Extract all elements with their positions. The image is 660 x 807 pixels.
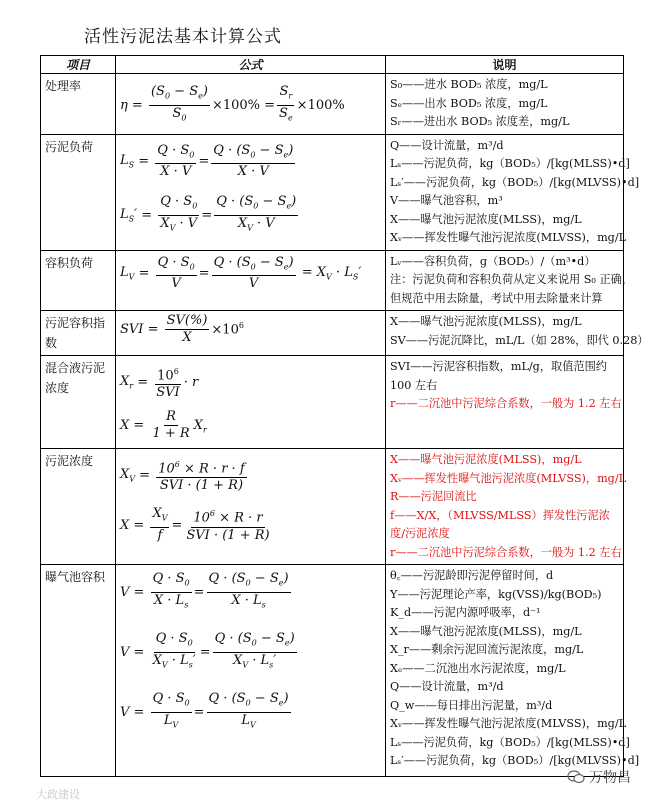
formula-x-from-xv: X = $X_V$ f = $10^6 \times R \cdot r$ SVI · (1 + R) bbox=[120, 506, 270, 543]
desc-line: Lᵥ——容积负荷，g（BOD₅）/（m³•d） bbox=[390, 254, 596, 268]
desc-line: Xₑ——二沉池出水污泥浓度，mg/L bbox=[390, 661, 566, 675]
row-desc bbox=[386, 449, 627, 565]
desc-line: Lₛ′——污泥负荷，kg（BOD₅）/[kg(MLVSS)•d] bbox=[390, 754, 640, 767]
desc-line: Q_w——每日排出污泥量，m³/d bbox=[390, 698, 553, 712]
formula-volume-load: $L_V$ = $Q \cdot S_0$ V = $\frac{Q \cdot (S_0 - S_e)}{V}$ = $X_V \cdot L_S'$ bbox=[120, 254, 362, 292]
row-item: 处理率 bbox=[41, 74, 116, 135]
table-row bbox=[41, 565, 624, 777]
formula-v-lv: V = $Q \cdot S_0$ $L_V$ = $Q \cdot (S_0 - S_e)$ $L_V$ bbox=[120, 691, 289, 730]
row-item: 曝气池容积 bbox=[41, 565, 116, 777]
row-desc bbox=[386, 74, 624, 135]
header-desc: 说明 bbox=[386, 56, 624, 74]
formula-xr: $X_r$ = $10^6$ SVI · r bbox=[120, 364, 381, 401]
table-row bbox=[41, 311, 624, 356]
row-item: 污泥容积指数 bbox=[41, 311, 116, 356]
table-row bbox=[41, 134, 624, 250]
row-desc bbox=[386, 356, 624, 449]
table-row bbox=[41, 449, 624, 565]
desc-line: X——曝气池污泥浓度(MLSS)，mg/L bbox=[390, 212, 582, 226]
desc-line: Xᵥ——挥发性曝气池污泥浓度(MLVSS)，mg/L bbox=[390, 231, 627, 244]
desc-line: r——二沉池中污泥综合系数，一般为 1.2 左右 bbox=[390, 545, 622, 559]
desc-line: X_r——剩余污泥回流污泥浓度，mg/L bbox=[390, 643, 584, 656]
desc-line: K_d——污泥内源呼吸率，d⁻¹ bbox=[390, 606, 541, 619]
row-item: 污泥负荷 bbox=[41, 134, 116, 250]
row-formula bbox=[116, 134, 386, 250]
header-item: 项目 bbox=[41, 56, 116, 74]
formula-xv: $X_V$ = $10^6 \times R \cdot r \cdot f$ SVI · (1 + R) bbox=[120, 457, 381, 494]
formula-removal-rate: η = $\frac{(S_0 - S_e)}{S_0}$ ×100% = $\frac{S_r}{S_e}$ ×100% bbox=[120, 84, 345, 123]
formula-x-from-xr: X = R 1 + R $X_r$ bbox=[120, 409, 207, 442]
row-formula bbox=[116, 449, 386, 565]
desc-line: θ꜀——污泥龄即污泥停留时间，d bbox=[390, 569, 554, 582]
row-formula bbox=[116, 311, 386, 356]
desc-line: V——曝气池容积，m³ bbox=[390, 194, 503, 207]
table-header-row bbox=[41, 56, 624, 74]
desc-line: f——X/X，（MLVSS/MLSS）挥发性污泥浓度/污泥浓度 bbox=[390, 508, 610, 540]
table-row bbox=[41, 74, 624, 135]
desc-line: r——二沉池中污泥综合系数，一般为 1.2 左右 bbox=[390, 397, 622, 410]
row-formula bbox=[116, 250, 386, 311]
desc-line: 但规范中用去除量，考试中用去除量来计算 bbox=[390, 291, 603, 305]
watermark-left: 大政建设 bbox=[36, 788, 80, 801]
desc-line: Lₛ——污泥负荷，kg（BOD₅）/[kg(MLSS)•d] bbox=[390, 735, 630, 749]
desc-line: S₀——进水 BOD₅ 浓度，mg/L bbox=[390, 78, 548, 91]
desc-line: Xᵥ——挥发性曝气池污泥浓度(MLVSS)，mg/L bbox=[390, 471, 627, 485]
page-title: 活性污泥法基本计算公式 bbox=[84, 27, 282, 47]
desc-line: Q——设计流量，m³/d bbox=[390, 680, 504, 693]
desc-line: Sᵣ——进出水 BOD₅ 浓度差，mg/L bbox=[390, 115, 570, 128]
wechat-icon bbox=[567, 770, 585, 784]
row-item: 混合液污泥浓度 bbox=[41, 356, 116, 449]
formula-sludge-load-vss: $L_S'$ = $Q \cdot S_0$ $X_V \cdot V$ = $Q \cdot (S_0 - S_e)$ $X_V \cdot V$ bbox=[120, 194, 297, 233]
row-item: 污泥浓度 bbox=[41, 449, 116, 565]
desc-line: Y——污泥理论产率，kg(VSS)/kg(BOD₅) bbox=[390, 587, 602, 601]
row-formula bbox=[116, 356, 386, 449]
desc-line: X——曝气池污泥浓度(MLSS)，mg/L bbox=[390, 624, 582, 638]
header-formula: 公式 bbox=[116, 56, 386, 74]
row-desc bbox=[386, 134, 640, 250]
formula-v-ls-vss: V = $Q \cdot S_0$ $X_V \cdot L_s'$ = $Q \cdot (S_0 - S_e)$ $X_V \cdot L_s'$ bbox=[120, 631, 295, 670]
watermark-right-text: 万物昌 bbox=[589, 770, 631, 786]
desc-line: Lₛ——污泥负荷，kg（BOD₅）/[kg(MLSS)•d] bbox=[390, 157, 630, 170]
desc-line: X——曝气池污泥浓度(MLSS)，mg/L bbox=[390, 453, 582, 466]
row-formula bbox=[116, 565, 386, 777]
formula-svi: SVI = $\frac{SV(\%)}{X}$ $\times 10^6$ bbox=[120, 313, 244, 345]
row-formula bbox=[116, 74, 386, 135]
desc-line: SV——污泥沉降比，mL/L（如 28%，即代 0.28） bbox=[390, 333, 649, 347]
desc-line: SVI——污泥容积指数，mL/g，取值范围约 100 左右 bbox=[390, 360, 607, 392]
formula-v-ls: V = $Q \cdot S_0$ $X \cdot L_s$ = $Q \cdot (S_0 - S_e)$ $X \cdot L_s$ bbox=[120, 571, 289, 610]
desc-line: Xᵥ——挥发性曝气池污泥浓度(MLVSS)，mg/L bbox=[390, 717, 627, 730]
row-desc bbox=[386, 250, 634, 311]
desc-line: Sₑ——出水 BOD₅ 浓度，mg/L bbox=[390, 96, 548, 110]
desc-line: X——曝气池污泥浓度(MLSS)，mg/L bbox=[390, 315, 582, 328]
row-desc bbox=[386, 311, 649, 356]
row-desc bbox=[386, 565, 640, 777]
table-row bbox=[41, 250, 624, 311]
desc-line: Lₛ′——污泥负荷，kg（BOD₅）/[kg(MLVSS)•d] bbox=[390, 175, 640, 189]
row-item: 容积负荷 bbox=[41, 250, 116, 311]
watermark-right bbox=[567, 767, 631, 787]
desc-line: Q——设计流量，m³/d bbox=[390, 138, 504, 152]
formula-table bbox=[40, 55, 649, 777]
desc-line: 注：污泥负荷和容积负荷从定义来说用 S₀ 正确， bbox=[390, 273, 634, 286]
desc-line: R——污泥回流比 bbox=[390, 490, 477, 503]
table-row bbox=[41, 356, 624, 449]
formula-sludge-load: $L_S$ = $Q \cdot S_0$ X · V = $Q \cdot (S_0 - S_e)$ X · V bbox=[120, 142, 294, 180]
